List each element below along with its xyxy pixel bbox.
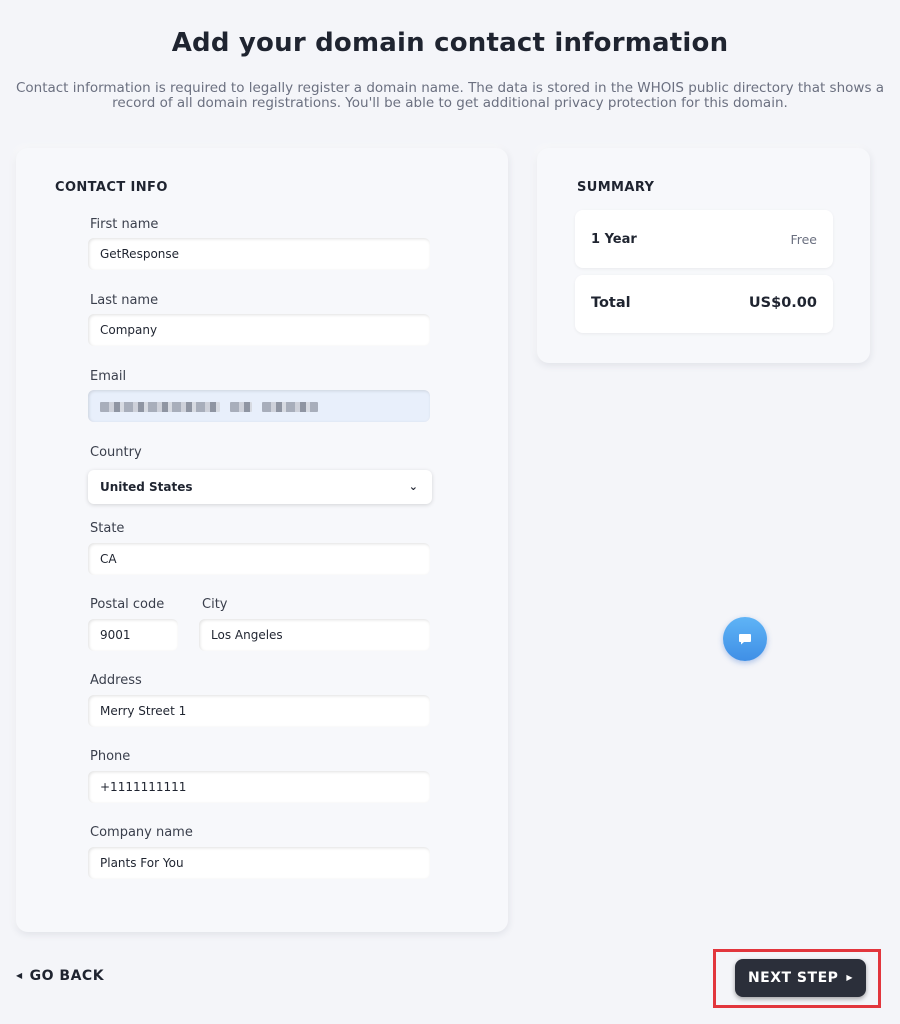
first-name-label: First name (90, 217, 159, 232)
go-back-link[interactable] (16, 968, 104, 984)
last-name-label: Last name (90, 293, 159, 308)
city-label: City (202, 597, 228, 612)
postal-code-label: Postal code (90, 597, 165, 612)
go-back-label: GO BACK (29, 968, 105, 984)
city-field[interactable]: Los Angeles (199, 619, 430, 651)
first-name-field[interactable]: GetResponse (88, 238, 430, 270)
redacted-email (100, 402, 220, 412)
caret-right-icon: ▶ (846, 973, 854, 982)
country-select[interactable] (88, 470, 432, 504)
state-field[interactable]: CA (88, 543, 430, 575)
contact-info-title: CONTACT INFO (55, 180, 168, 195)
summary-period-row (575, 210, 833, 268)
address-label: Address (90, 673, 142, 688)
caret-left-icon: ◀ (16, 971, 23, 980)
period-value: Free (790, 232, 817, 247)
company-name-label: Company name (90, 825, 193, 840)
summary-card (537, 148, 870, 363)
address-field[interactable]: Merry Street 1 (88, 695, 430, 727)
phone-field[interactable]: +1111111111 (88, 771, 430, 803)
summary-title: SUMMARY (577, 180, 655, 195)
email-label: Email (90, 369, 127, 384)
chat-button[interactable] (723, 617, 767, 661)
chevron-down-icon: ⌄ (408, 480, 418, 493)
company-name-field[interactable]: Plants For You (88, 847, 430, 879)
period-label: 1 Year (591, 232, 637, 247)
redacted-email-part (230, 402, 252, 412)
next-step-label: NEXT STEP (747, 970, 839, 986)
email-field[interactable] (88, 390, 430, 422)
intro-text (10, 81, 890, 111)
country-label: Country (90, 445, 142, 460)
next-step-button[interactable] (735, 959, 866, 997)
last-name-field[interactable]: Company (88, 314, 430, 346)
phone-label: Phone (90, 749, 131, 764)
total-value: US$0.00 (748, 295, 817, 311)
contact-info-card (16, 148, 508, 932)
total-label: Total (591, 295, 631, 311)
intro-line-2: record of all domain registrations. You'll be able to get additional privacy protection for this domain. (112, 95, 788, 111)
page-title: Add your domain contact information (171, 28, 729, 58)
state-label: State (90, 521, 125, 536)
summary-total-row (575, 275, 833, 333)
redacted-email-part-2 (262, 402, 318, 412)
intro-line-1: Contact information is required to legally register a domain name. The data is stored in the WHOIS public directory that shows a (15, 80, 885, 96)
postal-code-field[interactable]: 9001 (88, 619, 178, 651)
chat-bubble-icon (738, 632, 752, 646)
country-select-value: United States (100, 480, 193, 494)
